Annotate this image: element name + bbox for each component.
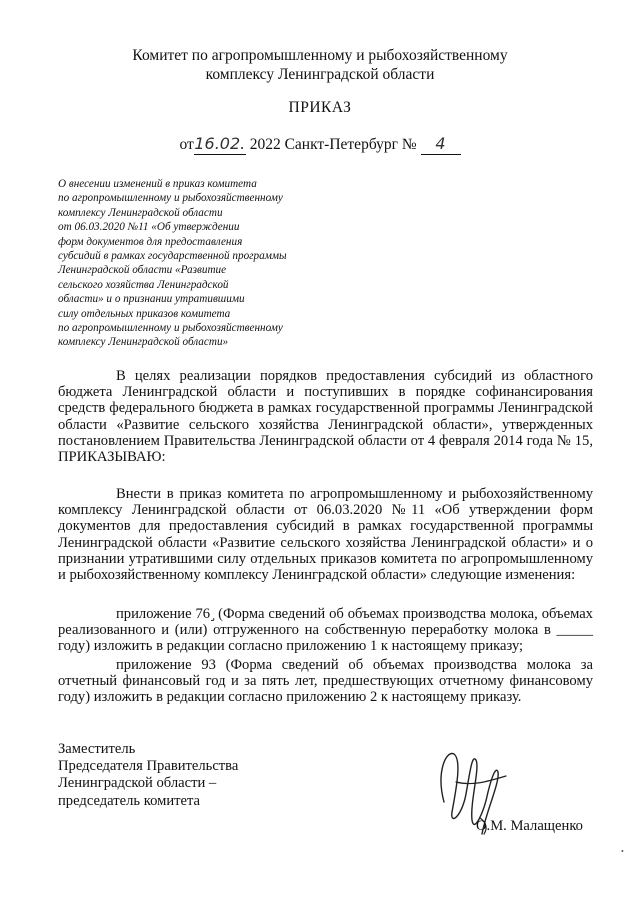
org-line-2: комплексу Ленинградской области (205, 66, 435, 83)
item-1-text (58, 605, 593, 655)
org-line-1: Комитет по агропромышленному и рыбохозяйственному (132, 47, 508, 64)
preamble-paragraph (58, 368, 593, 465)
main-paragraph (58, 486, 593, 583)
subject-line: по агропромышленному и рыбохозяйственному (58, 322, 283, 335)
item-1-prefix: приложение 76 (116, 606, 211, 622)
item-1-paragraph (58, 605, 593, 655)
item-2-paragraph (58, 657, 593, 706)
handwritten-number-field (421, 134, 461, 155)
subject-line: комплексу Ленинградской области» (58, 336, 229, 349)
subject-line: от 06.03.2020 №11 «Об утверждении (58, 221, 240, 234)
order-subject (58, 177, 338, 350)
subject-line: Ленинградской области «Развитие (58, 264, 227, 277)
subject-line: субсидий в рамках государственной программы (58, 250, 287, 263)
scan-speck-icon: • (621, 847, 624, 856)
subject-line: силу отдельных приказов комитета (58, 307, 231, 320)
preamble-text: В целях реализации порядков предоставления субсидий из областного бюджета Ленинградской области и поступивших в порядке софинансирования средств федерального бюджета в рамках государственной программы Ленинградской области «Развитие сельского хозяйства Ленинградской области», утвержденных постановлением Правительства Ленинградской области от 4 февраля 2014 года № 15, ПРИКАЗЫВАЮ: (58, 368, 593, 466)
item-1-rest: (Форма сведений об объемах производства молока, объемах реализованного и (или) отгруженного на собственную переработку молока в _____ году) изложить в редакции согласно приложению 1 к настоящему приказу; (58, 606, 593, 655)
signatory-line: Председателя Правительства (58, 758, 239, 775)
main-text: Внести в приказ комитета по агропромышленному и рыбохозяйственному комплексу Ленинградской области от 06.03.2020 №11 «Об утверждении форм документов для предоставления субсидий в рамках государственной программы Ленинградской области «Развитие сельского хозяйства Ленинградской области» и о признании утратившими силу отдельных приказов комитета по агропромышленному и рыбохозяйственному комплексу Ленинградской области» следующие изменения: (58, 486, 593, 584)
subject-line: комплексу Ленинградской области (58, 206, 223, 219)
handwritten-date-field (194, 134, 246, 155)
year-city-label: 2022 Санкт-Петербург № (249, 136, 417, 153)
subject-line: О внесении изменений в приказ комитета (58, 178, 257, 190)
handwritten-number: 4 (435, 134, 446, 153)
subject-line: области» и о признании утратившими (58, 293, 245, 306)
subject-line: сельского хозяйства Ленинградской (58, 278, 229, 291)
order-title: ПРИКАЗ (288, 99, 352, 116)
signatory-position (58, 741, 238, 810)
subject-line: форм документов для предоставления (58, 235, 243, 248)
signatory-line: Ленинградской области – (58, 775, 217, 792)
subject-line: по агропромышленному и рыбохозяйственному (58, 192, 283, 205)
handwritten-date: 16.02. (194, 134, 246, 153)
signatory-line: председатель комитета (58, 792, 201, 809)
handwritten-mark: ¸ (210, 603, 219, 622)
signatory-name: О.М. Малащенко (476, 818, 583, 834)
date-from-label: от (179, 136, 194, 153)
organization-header (0, 46, 640, 84)
date-line (0, 134, 640, 155)
item-2-text: приложение 93 (Форма сведений об объемах производства молока за отчетный финансовый год и за пять лет, предшествующих отчетному финансовому году) изложить в редакции согласно приложению 2 к настоящему приказу. (58, 657, 593, 706)
signatory-line: Заместитель (58, 741, 136, 757)
